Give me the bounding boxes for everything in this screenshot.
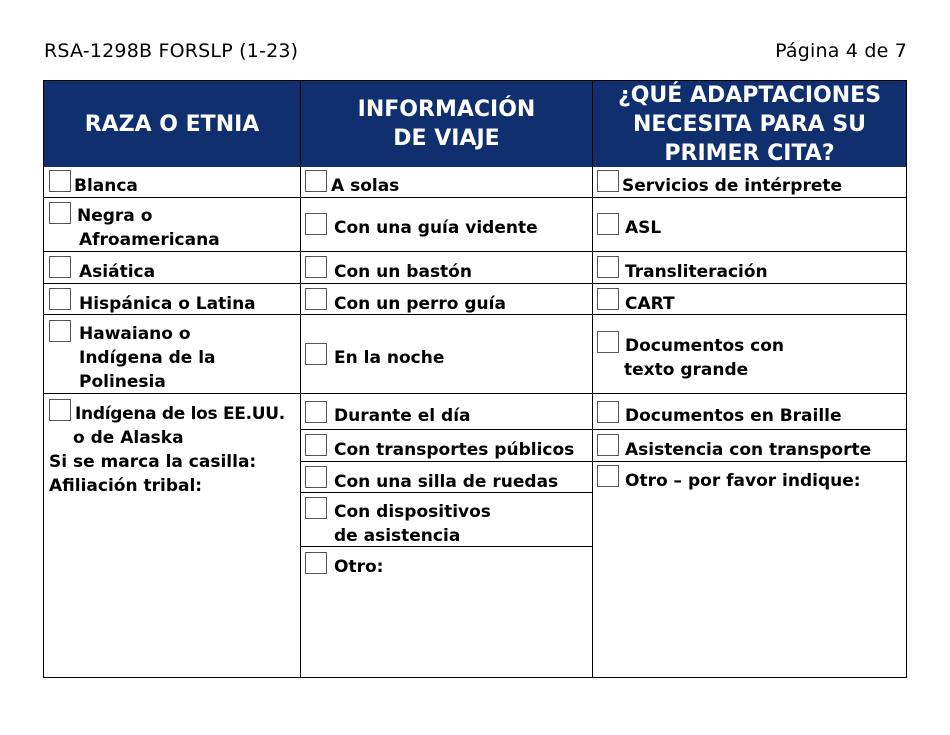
race-ethnicity-header: RAZA O ETNIA: [44, 81, 300, 167]
option-cart: CART: [593, 284, 906, 315]
option-hawaiano: Hawaiano o Indígena de la Polinesia: [44, 315, 300, 394]
option-otro-viaje: Otro:: [301, 547, 592, 607]
accommodations-column: [592, 80, 907, 678]
checkbox-silla-ruedas[interactable]: [305, 466, 327, 488]
option-transliteracion: Transliteración: [593, 252, 906, 284]
checkbox-dispositivos[interactable]: [305, 497, 327, 519]
checkbox-transliteracion[interactable]: [597, 256, 619, 278]
checkbox-otro-viaje[interactable]: [305, 552, 327, 574]
checkbox-guia-vidente[interactable]: [305, 213, 327, 235]
option-transportes: Con transportes públicos: [301, 430, 592, 462]
form-code: RSA-1298B FORSLP (1-23): [44, 40, 299, 62]
option-texto-grande: Documentos con texto grande: [593, 315, 906, 394]
checkbox-interprete[interactable]: [597, 170, 619, 192]
option-guia-vidente: Con una guía vidente: [301, 198, 592, 252]
page-number: Página 4 de 7: [775, 40, 907, 62]
checkbox-otro-adaptacion[interactable]: [597, 465, 619, 487]
checkbox-hispanica[interactable]: [49, 288, 71, 310]
checkbox-negra[interactable]: [49, 202, 71, 224]
checkbox-asl[interactable]: [597, 213, 619, 235]
checkbox-blanca[interactable]: [49, 170, 71, 192]
option-hispanica: Hispánica o Latina: [44, 284, 300, 315]
option-otro-adaptacion: Otro – por favor indique:: [593, 462, 906, 522]
option-asiatica: Asiática: [44, 252, 300, 284]
travel-info-header: INFORMACIÓN DE VIAJE: [301, 81, 592, 167]
checkbox-hawaiano[interactable]: [49, 320, 71, 342]
option-baston: Con un bastón: [301, 252, 592, 284]
option-blanca: Blanca: [44, 167, 300, 198]
option-indigena: Indígena de los EE.UU. o de Alaska Si se marca la casilla: Afiliación tribal:: [44, 394, 300, 544]
option-dispositivos: Con dispositivos de asistencia: [301, 493, 592, 547]
option-solas: A solas: [301, 167, 592, 198]
option-interprete: Servicios de intérprete: [593, 167, 906, 198]
checkbox-solas[interactable]: [305, 170, 327, 192]
checkbox-transportes[interactable]: [305, 434, 327, 456]
checkbox-dia[interactable]: [305, 401, 327, 423]
option-perro-guia: Con un perro guía: [301, 284, 592, 315]
option-silla-ruedas: Con una silla de ruedas: [301, 462, 592, 493]
checkbox-perro-guia[interactable]: [305, 288, 327, 310]
tribal-note: Si se marca la casilla:: [49, 452, 257, 472]
tribal-affiliation-label: Afiliación tribal:: [49, 476, 203, 496]
checkbox-indigena[interactable]: [49, 399, 71, 421]
race-ethnicity-column: [43, 80, 301, 678]
option-braille: Documentos en Braille: [593, 394, 906, 430]
option-asl: ASL: [593, 198, 906, 252]
option-dia: Durante el día: [301, 394, 592, 430]
checkbox-noche[interactable]: [305, 343, 327, 365]
checkbox-braille[interactable]: [597, 401, 619, 423]
checkbox-baston[interactable]: [305, 256, 327, 278]
checkbox-asiatica[interactable]: [49, 256, 71, 278]
travel-info-column: [300, 80, 593, 678]
option-asistencia-transporte: Asistencia con transporte: [593, 430, 906, 462]
option-noche: En la noche: [301, 315, 592, 394]
accommodations-header: ¿QUÉ ADAPTACIONES NECESITA PARA SU PRIMER CITA?: [593, 81, 906, 167]
checkbox-texto-grande[interactable]: [597, 331, 619, 353]
checkbox-asistencia-transporte[interactable]: [597, 434, 619, 456]
option-negra: Negra o Afroamericana: [44, 198, 300, 252]
checkbox-cart[interactable]: [597, 288, 619, 310]
